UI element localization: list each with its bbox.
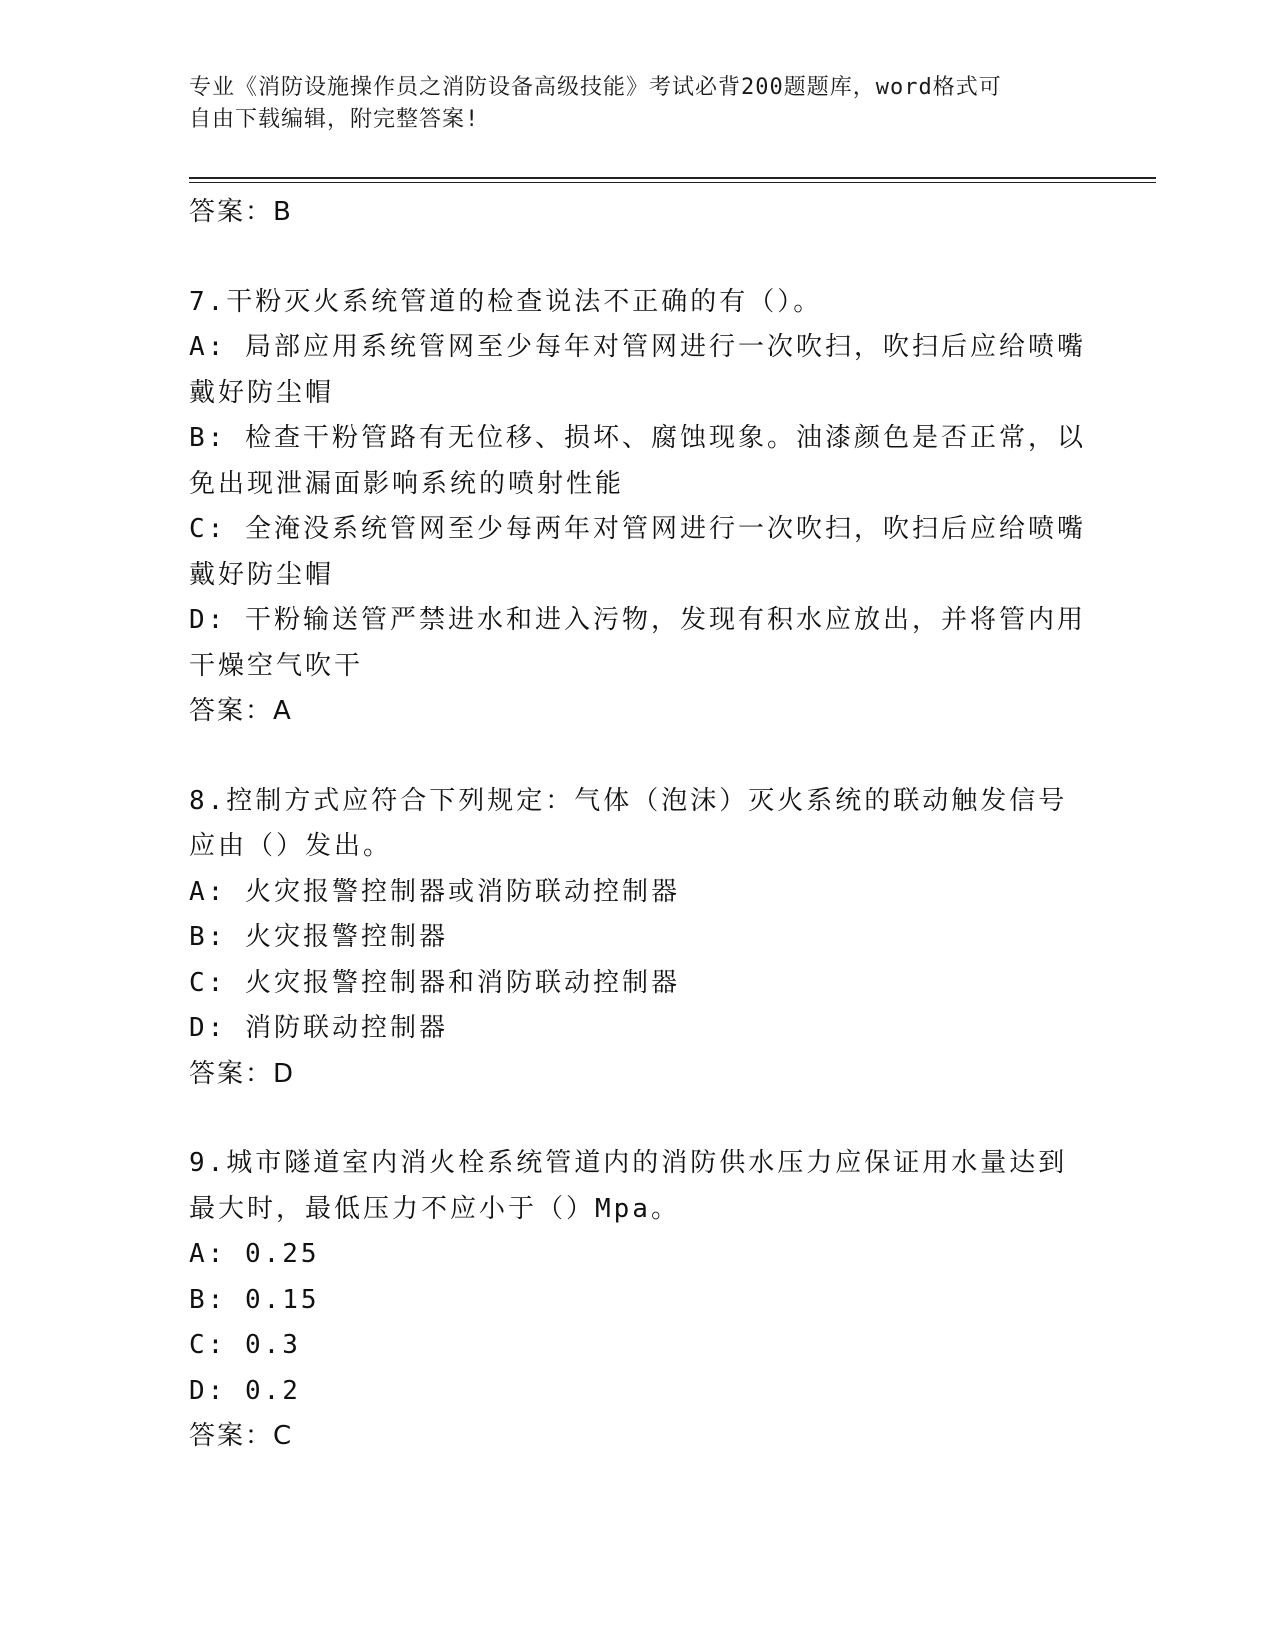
- question-list: [189, 190, 1089, 1460]
- option-c-continued: 戴好防尘帽: [189, 559, 335, 590]
- answer-label: 答案：D: [189, 1058, 296, 1089]
- option-a-continued: 戴好防尘帽: [189, 377, 335, 408]
- answer-label: 答案：A: [189, 696, 293, 726]
- option-b-continued: 免出现泄漏面影响系统的喷射性能: [189, 468, 625, 499]
- option-d: D: 干粉输送管严禁进水和进入污物，发现有积水应放出，并将管内用: [189, 605, 1086, 635]
- question-item: [189, 1141, 1089, 1460]
- question-stem-continued: 应由（）发出。: [189, 831, 393, 861]
- document-header: [189, 72, 1089, 136]
- header-line-1: 专业《消防设施操作员之消防设备高级技能》考试必背200题题库，word格式可: [189, 75, 1002, 100]
- question-gap: [189, 236, 1089, 280]
- option-b: B: 0.15: [189, 1284, 320, 1315]
- option-a: A: 局部应用系统管网至少每年对管网进行一次吹扫，吹扫后应给喷嘴: [189, 332, 1086, 362]
- option-b: B: 检查干粉管路有无位移、损坏、腐蚀现象。油漆颜色是否正常，以: [189, 423, 1086, 453]
- answer-label: 答案：C: [189, 1421, 294, 1451]
- header-rule-thin: [189, 182, 1156, 183]
- option-c: C: 全淹没系统管网至少每两年对管网进行一次吹扫，吹扫后应给喷嘴: [189, 514, 1086, 544]
- question-stem: 7.干粉灭火系统管道的检查说法不正确的有（）。: [189, 286, 823, 317]
- question-gap: [189, 1097, 1089, 1141]
- question-stem: 8.控制方式应符合下列规定：气体（泡沫）灭火系统的联动触发信号: [189, 785, 1068, 816]
- option-d: D: 消防联动控制器: [189, 1013, 448, 1043]
- question-item: [189, 280, 1089, 735]
- answer-label: 答案：B: [189, 197, 293, 227]
- question-item: [189, 779, 1089, 1098]
- question-stem: 9.城市隧道室内消火栓系统管道内的消防供水压力应保证用水量达到: [189, 1148, 1068, 1178]
- header-line-2: 自由下载编辑，附完整答案!: [189, 107, 480, 132]
- question-gap: [189, 735, 1089, 779]
- question-stem-continued: 最大时，最低压力不应小于（）Mpa。: [189, 1193, 680, 1224]
- option-a: A: 0.25: [189, 1239, 320, 1269]
- option-a: A: 火灾报警控制器或消防联动控制器: [189, 876, 680, 907]
- option-d: D: 0.2: [189, 1375, 301, 1406]
- option-d-continued: 干燥空气吹干: [189, 650, 364, 681]
- option-b: B: 火灾报警控制器: [189, 922, 448, 952]
- option-c: C: 火灾报警控制器和消防联动控制器: [189, 967, 680, 998]
- option-c: C: 0.3: [189, 1330, 301, 1360]
- header-rule-thick: [189, 177, 1156, 179]
